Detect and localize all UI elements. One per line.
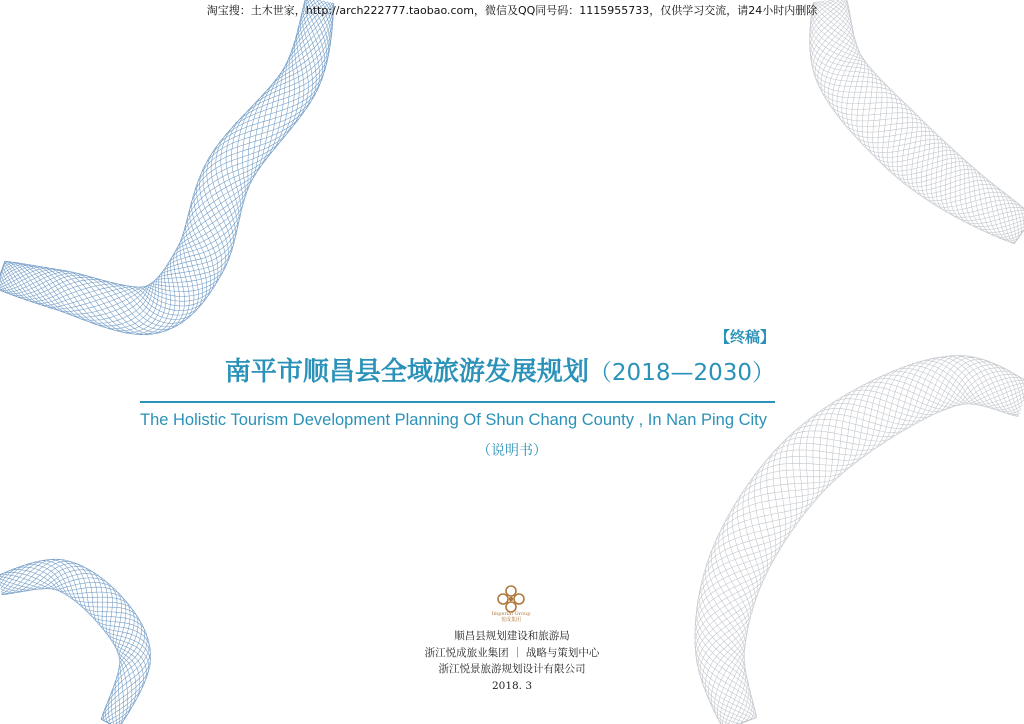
- logo-sub: 悦成集团: [500, 617, 521, 623]
- org-line-2: 浙江悦成旅业集团 ｜ 战略与策划中心: [424, 647, 600, 659]
- org-line-3: 浙江悦景旅游规划设计有限公司: [438, 663, 586, 675]
- ribbon-strand: [0, 0, 327, 326]
- title-chinese: 南平市顺昌县全域旅游发展规划: [224, 357, 589, 387]
- ribbon-strand: [814, 2, 1024, 230]
- ribbon-strand: [0, 1, 324, 311]
- ribbon-strand: [0, 0, 331, 333]
- logo-caption: [486, 611, 536, 623]
- final-draft-label: 【终稿】: [714, 328, 775, 346]
- ribbon-strand: [0, 0, 313, 311]
- ribbon-strand: [0, 0, 320, 317]
- title-english: The Holistic Tourism Development Planning Of Shun Chang County , In Nan Ping City: [139, 411, 767, 429]
- title-divider: [140, 401, 775, 403]
- ribbon-strand: [0, 3, 334, 332]
- document-subtitle: （说明书）: [477, 443, 547, 459]
- logo-name: Imperial Group: [491, 611, 531, 617]
- watermark-text: 淘宝搜：土木世家，http://arch222777.taobao.com，微信及QQ同号码：1115955733，仅供学习交流，请24小时内删除: [206, 4, 818, 17]
- document-date: 2018. 3: [491, 680, 533, 692]
- ribbon-strand: [0, 2, 333, 335]
- ribbon-strand: [0, 0, 320, 307]
- ribbon-strand: [0, 0, 325, 323]
- ribbon-strand: [810, 0, 1024, 235]
- ribbon-strand: [0, 3, 334, 330]
- ribbon-strand: [815, 0, 1024, 243]
- org-line-1: 顺昌县规划建设和旅游局: [454, 630, 570, 642]
- ribbon-top-left: [0, 0, 334, 335]
- title-years: （2018—2030）: [588, 360, 775, 386]
- ribbon-strand: [814, 2, 1024, 230]
- ribbon-strand: [0, 0, 316, 314]
- page-title: [225, 351, 775, 388]
- ribbon-top-right: [810, 0, 1024, 244]
- ribbon-strand: [820, 1, 1024, 230]
- ribbon-strand: [0, 1, 333, 335]
